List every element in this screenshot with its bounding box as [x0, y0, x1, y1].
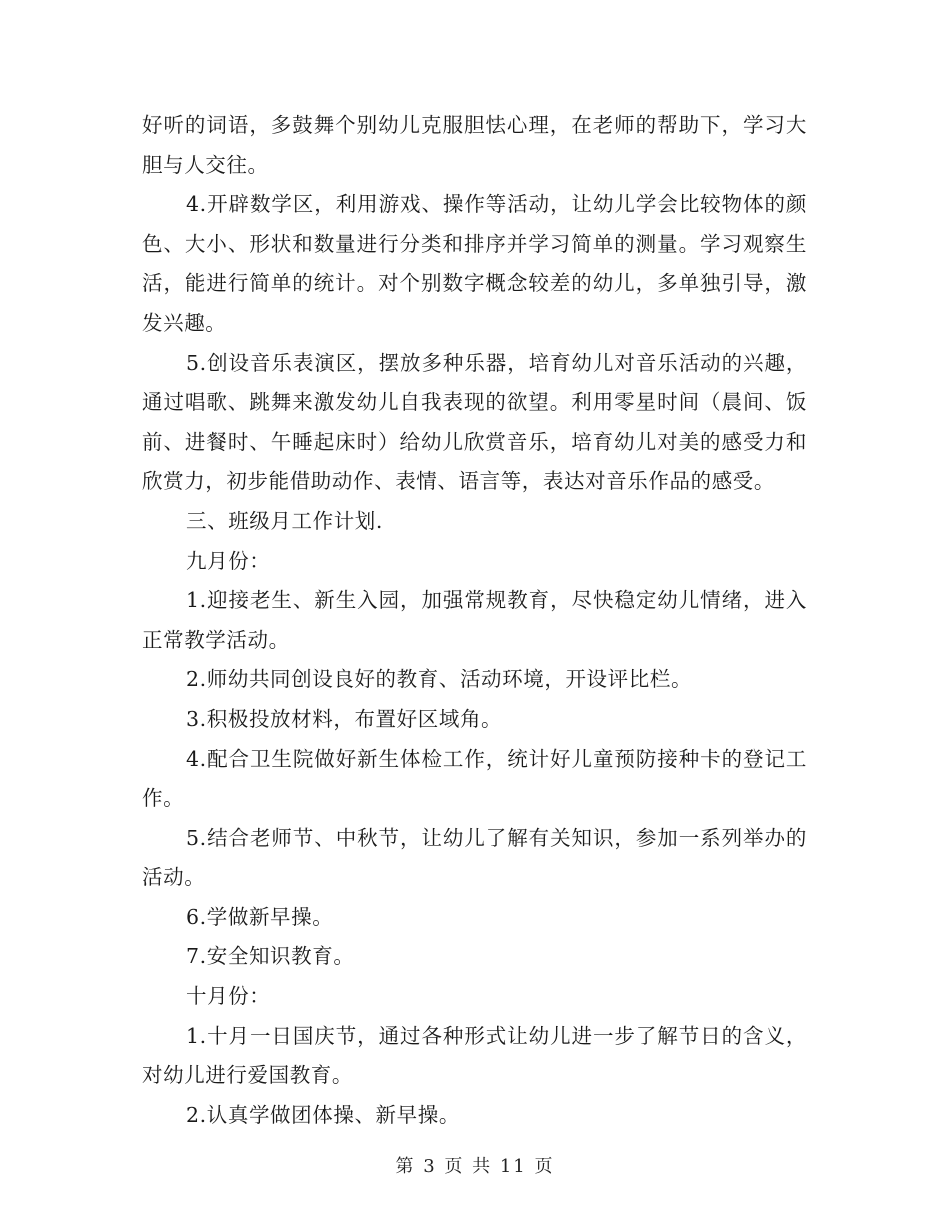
document-body — [142, 106, 807, 1135]
list-item: 4.配合卫生院做好新生体检工作，统计好儿童预防接种卡的登记工作。 — [142, 746, 807, 811]
paragraph: 好听的词语，多鼓舞个别幼儿克服胆怯心理，在老师的帮助下，学习大胆与人交往。 — [142, 113, 807, 177]
list-item: 3.积极投放材料，布置好区域角。 — [186, 706, 503, 731]
list-item: 1.十月一日国庆节，通过各种形式让幼儿进一步了解节日的含义，对幼儿进行爱国教育。 — [142, 1023, 807, 1088]
month-heading: 十月份： — [186, 984, 271, 1009]
section-heading: 三、班级月工作计划. — [186, 508, 384, 533]
list-item: 6.学做新早操。 — [186, 904, 334, 929]
list-item: 5.结合老师节、中秋节，让幼儿了解有关知识，参加一系列举办的活动。 — [142, 825, 807, 890]
list-item: 2.师幼共同创设良好的教育、活动环境，开设评比栏。 — [186, 667, 693, 692]
list-item: 1.迎接老生、新生入园，加强常规教育，尽快稳定幼儿情绪，进入正常教学活动。 — [142, 588, 807, 652]
page-number-footer: 第 3 页 共 11 页 — [395, 1156, 555, 1177]
list-item: 7.安全知识教育。 — [186, 944, 355, 969]
month-heading: 九月份： — [186, 548, 271, 573]
paragraph: 4.开辟数学区，利用游戏、操作等活动，让幼儿学会比较物体的颜色、大小、形状和数量进行分类和排序并学习简单的测量。学习观察生活，能进行简单的统计。对个别数字概念较差的幼儿，多单独引导，激发兴趣。 — [142, 192, 807, 335]
paragraph: 5.创设音乐表演区，摆放多种乐器，培育幼儿对音乐活动的兴趣，通过唱歌、跳舞来激发幼儿自我表现的欲望。利用零星时间（晨间、饭前、进餐时、午睡起床时）给幼儿欣赏音乐，培育幼儿对美的感受力和欣赏力，初步能借助动作、表情、语言等，表达对音乐作品的感受。 — [142, 350, 807, 494]
list-item: 2.认真学做团体操、新早操。 — [186, 1102, 460, 1127]
